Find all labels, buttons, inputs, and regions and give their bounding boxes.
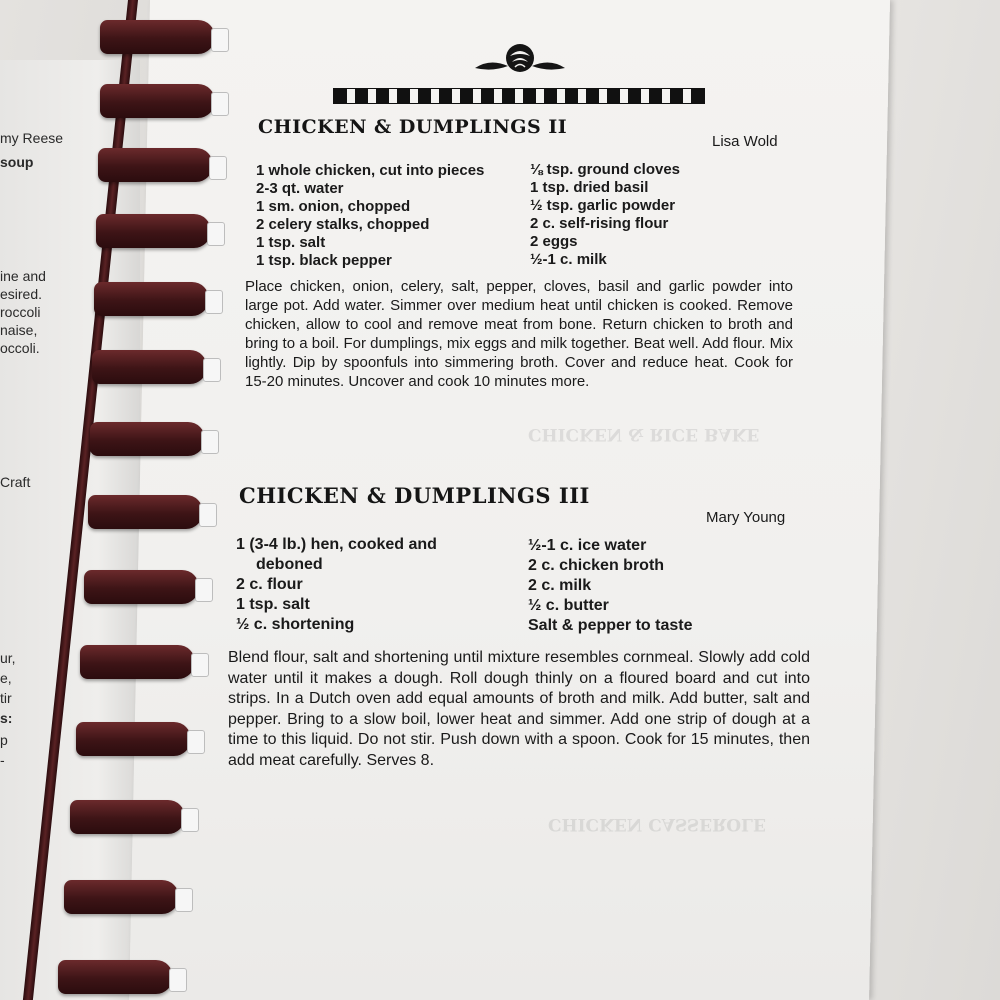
ingredient: 1 tsp. salt (236, 596, 310, 613)
ingredient: deboned (256, 556, 323, 573)
binding-coil (100, 20, 215, 54)
binding-coil (88, 495, 203, 529)
binding-coil (58, 960, 173, 994)
previous-page (0, 60, 140, 1000)
recipe-title: CHICKEN & DUMPLINGS II (258, 116, 568, 138)
left-page-fragment: naise, (0, 322, 38, 338)
left-page-fragment: tir (0, 690, 12, 706)
left-page-fragment: p (0, 732, 8, 748)
ingredient: 2-3 qt. water (256, 180, 344, 197)
binding-coil (70, 800, 185, 834)
ingredient: ½-1 c. milk (530, 251, 607, 268)
left-page-fragment: - (0, 752, 5, 768)
ingredient: ½ tsp. garlic powder (530, 197, 676, 214)
ingredient-list-left (236, 535, 437, 635)
ingredient: ⅛ tsp. ground cloves (530, 161, 681, 178)
binding-coil (64, 880, 179, 914)
rose-ornament-icon (470, 40, 570, 80)
recipe-directions: Place chicken, onion, celery, salt, pepper, cloves, basil and garlic powder into large pot. Add water. Simmer over medium heat until chicken is cooked. Remove chicken, allow to cool and remove meat from bone. Return chicken to broth and bring to a boil. For dumplings, mix eggs and milk together. Beat well. Add flour. Mix lightly. Dip by spoonfuls into simmering broth. Cover and reduce heat. Cook for 15-20 minutes. Uncover and cook 10 minutes more. (245, 278, 793, 390)
binding-coil (80, 645, 195, 679)
binding-coil (94, 282, 209, 316)
ingredient-list-right (528, 536, 692, 636)
left-page-fragment: occoli. (0, 340, 40, 356)
binding-coil (98, 148, 213, 182)
binding-coil (96, 214, 211, 248)
ingredient: ½ c. shortening (236, 616, 355, 633)
binding-coil (100, 84, 215, 118)
binding-coil (84, 570, 199, 604)
left-page-fragment: soup (0, 154, 34, 170)
ingredient: 1 whole chicken, cut into pieces (256, 162, 485, 179)
recipe-author: Mary Young (706, 509, 786, 526)
ingredient: 2 eggs (530, 233, 578, 250)
ingredient: 1 tsp. black pepper (256, 252, 392, 269)
recipe-title: CHICKEN & DUMPLINGS III (239, 483, 590, 508)
ingredient-list-left (256, 162, 484, 270)
left-page-fragment: e, (0, 670, 12, 686)
left-page-fragment: my Reese (0, 130, 64, 146)
ingredient: 2 c. chicken broth (528, 557, 665, 574)
left-page-fragment: roccoli (0, 304, 41, 320)
ingredient: ½-1 c. ice water (528, 537, 647, 554)
recipe-author: Lisa Wold (712, 133, 778, 150)
ingredient: Salt & pepper to taste (528, 617, 693, 634)
left-page-fragment: ur, (0, 650, 16, 666)
left-page-fragment: esired. (0, 286, 43, 302)
bleed-through-title: CHICKEN CASSEROLE (548, 814, 766, 834)
ingredient: 1 tsp. salt (256, 234, 326, 251)
left-page-fragment: s: (0, 710, 13, 726)
ingredient-list-right (530, 161, 680, 269)
binding-coil (90, 422, 205, 456)
left-page-fragment: Craft (0, 474, 31, 490)
ingredient: ½ c. butter (528, 597, 609, 614)
ingredient: 2 c. self-rising flour (530, 215, 669, 232)
binding-coil (76, 722, 191, 756)
ingredient: 1 (3-4 lb.) hen, cooked and (236, 536, 437, 553)
binding-coil (92, 350, 207, 384)
ingredient: 2 celery stalks, chopped (256, 216, 430, 233)
ingredient: 2 c. milk (528, 577, 592, 594)
ingredient: 2 c. flour (236, 576, 303, 593)
left-page-fragment: ine and (0, 268, 46, 284)
bleed-through-title: CHICKEN & RICE BAKE (528, 424, 760, 444)
ingredient: 1 tsp. dried basil (530, 179, 649, 196)
ingredient: 1 sm. onion, chopped (256, 198, 411, 215)
recipe-directions: Blend flour, salt and shortening until mixture resembles cornmeal. Slowly add cold water until it makes a dough. Roll dough thinly on a floured board and cut into strips. In a Dutch oven add equal amounts of broth and milk. Add butter, salt and pepper. Bring to a slow boil, lower heat and simmer. Add one strip of dough at a time to this liquid. Do not stir. Push down with a spoon. Cook for 15 minutes, then add meat carefully. Serves 8. (228, 649, 810, 769)
checkered-border (333, 88, 705, 104)
